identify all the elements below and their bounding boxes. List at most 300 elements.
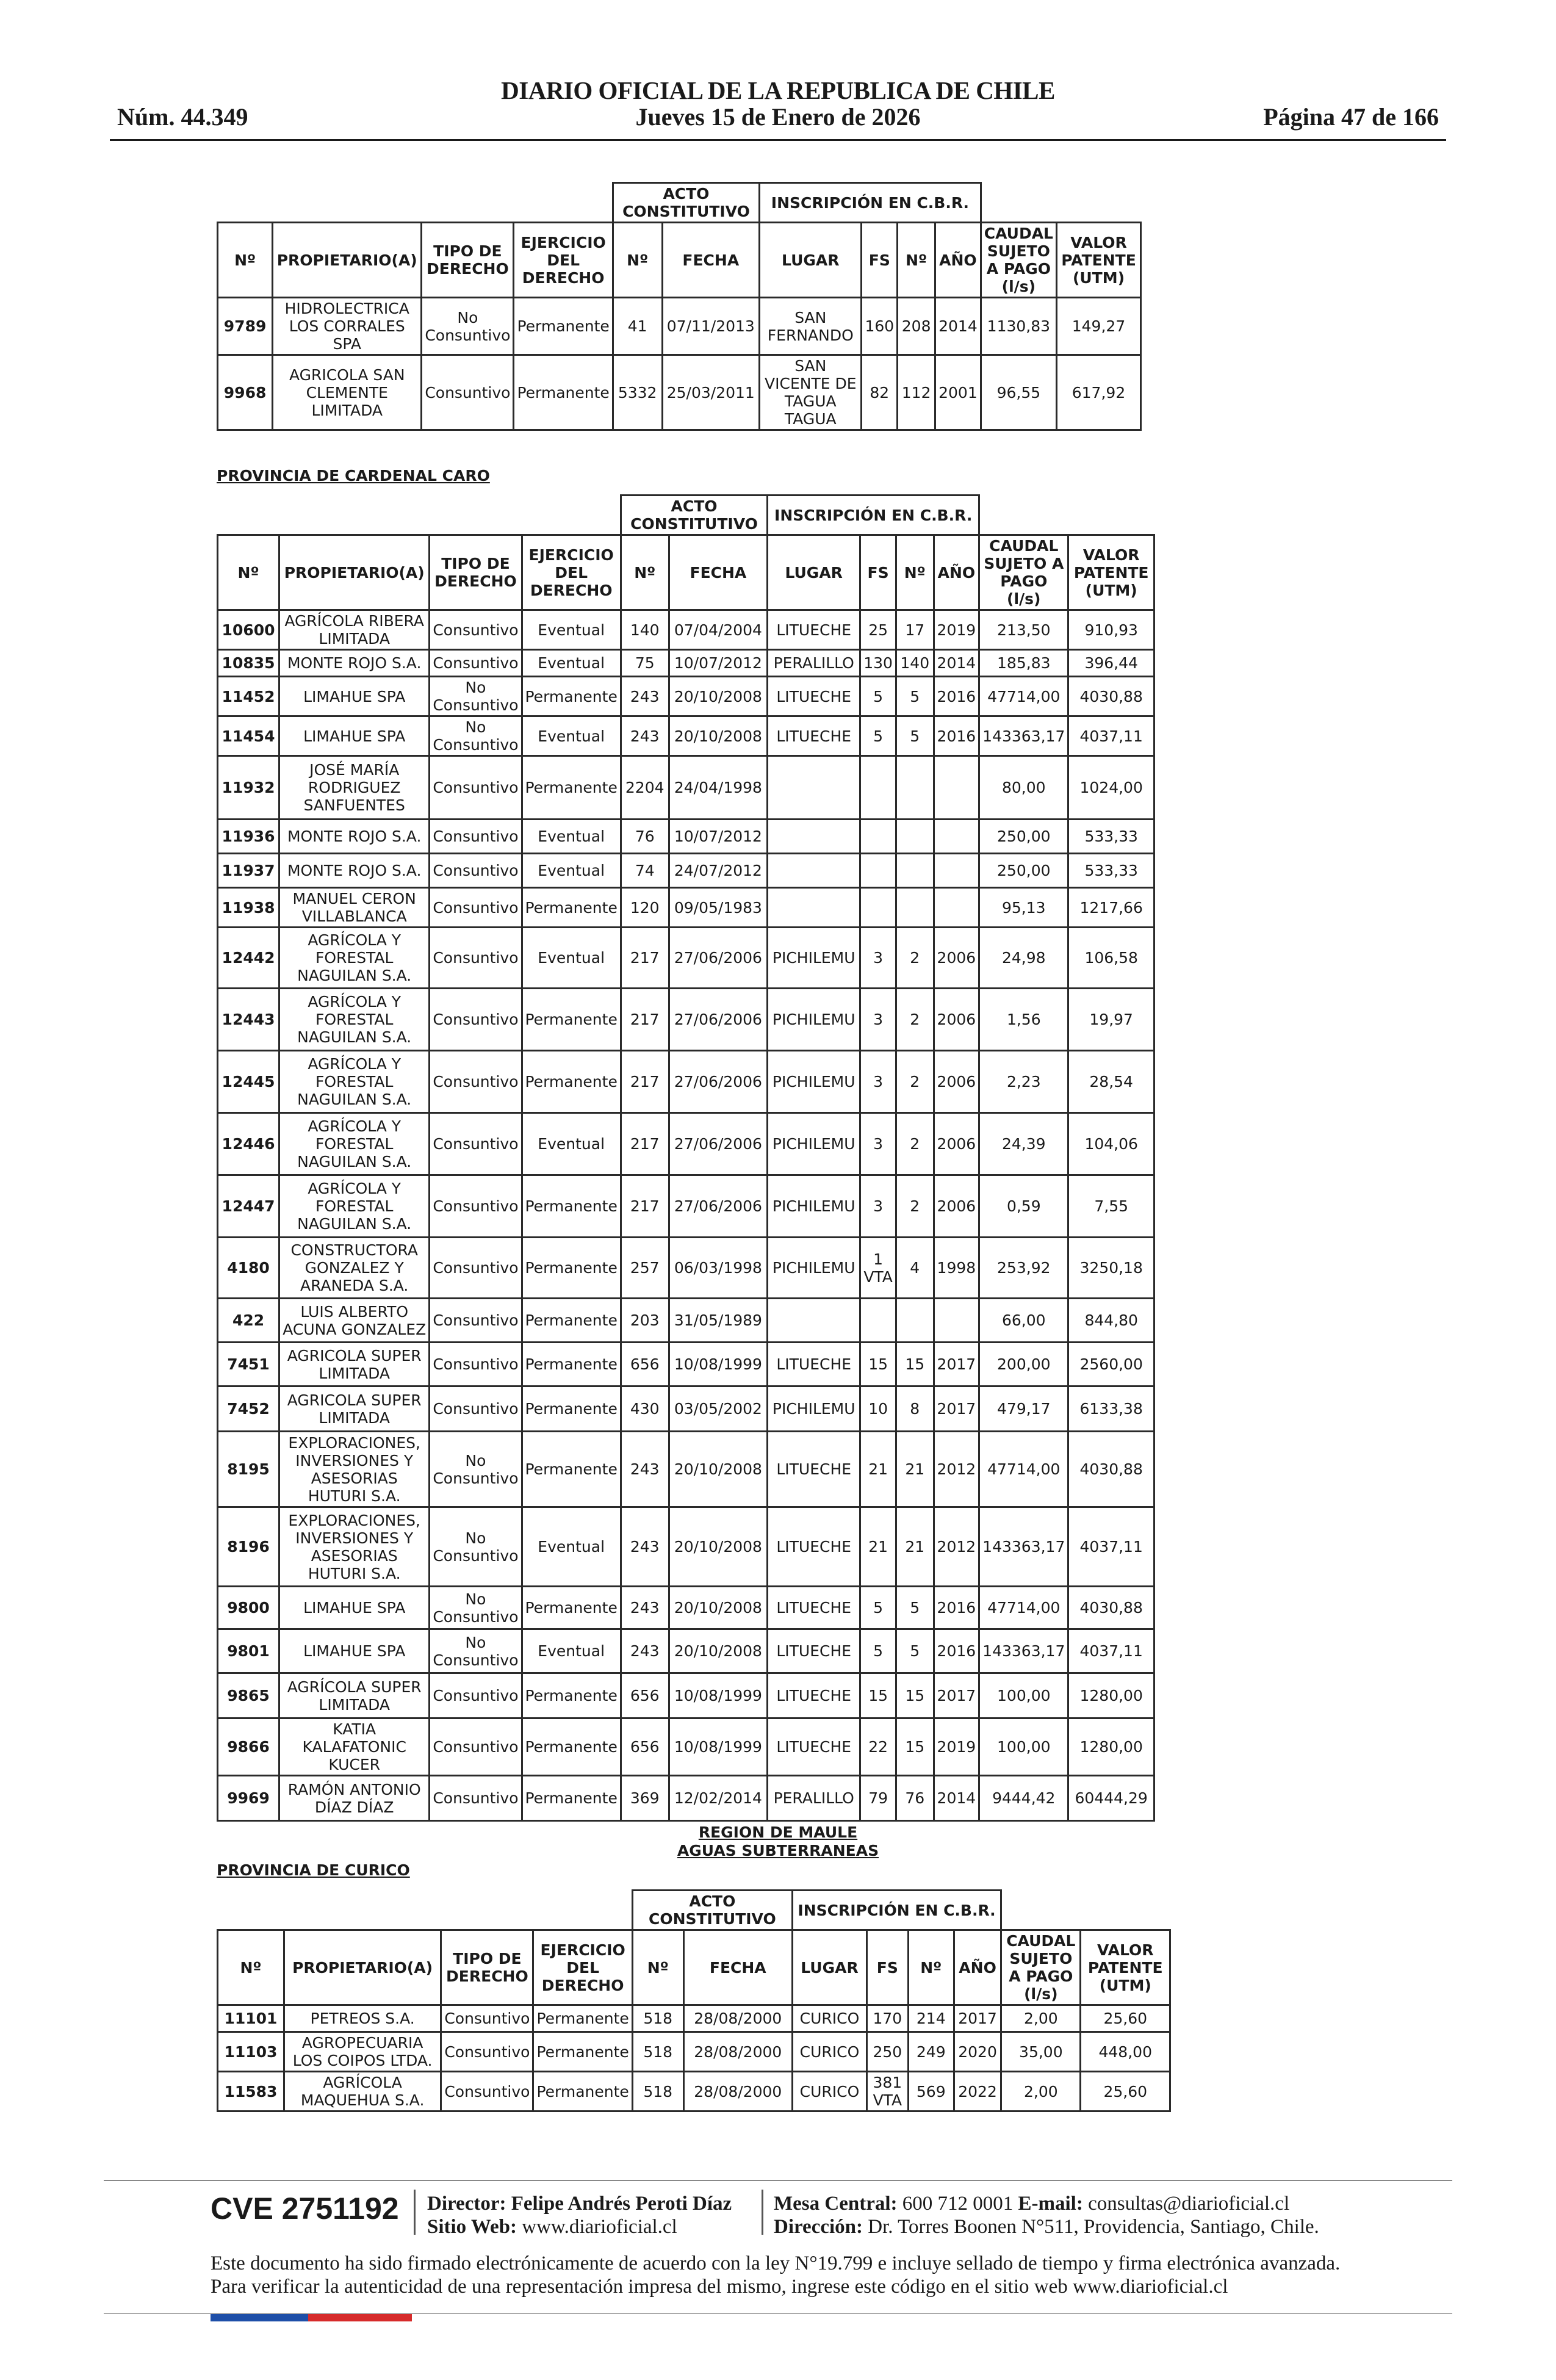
site-label: Sitio Web: — [427, 2216, 517, 2238]
cell-cbr-numero: 140 — [896, 650, 934, 677]
cell-cbr-numero: 5 — [896, 677, 934, 716]
header-inscripcion-cbr: INSCRIPCIÓN EN C.B.R. — [792, 1891, 1001, 1930]
header-ano: AÑO — [934, 535, 979, 610]
cell-cbr-fs: 381 VTA — [867, 2072, 909, 2111]
cell-acto-numero: 656 — [621, 1343, 669, 1387]
cell-valor-patente: 844,80 — [1068, 1299, 1154, 1343]
cell-valor-patente: 4037,11 — [1068, 1629, 1154, 1673]
cell-caudal: 80,00 — [979, 756, 1068, 820]
cell-tipo-derecho: Consuntivo — [422, 355, 514, 430]
footer-contact — [774, 2192, 1319, 2238]
table-row — [218, 1587, 1154, 1629]
cell-propietario: AGRÍCOLA Y FORESTAL NAGUILAN S.A. — [279, 1051, 430, 1113]
cell-caudal: 47714,00 — [979, 1587, 1068, 1629]
cell-cbr-lugar: PICHILEMU — [768, 1051, 860, 1113]
cell-caudal: 143363,17 — [979, 1507, 1068, 1587]
cell-registro-id: 422 — [218, 1299, 279, 1343]
cell-acto-numero: 518 — [632, 2005, 683, 2032]
cell-acto-numero: 75 — [621, 650, 669, 677]
header-ejercicio: EJERCICIO DEL DERECHO — [514, 223, 613, 298]
cell-cbr-numero: 5 — [896, 716, 934, 756]
cell-acto-fecha: 07/04/2004 — [669, 610, 768, 650]
table-row — [218, 928, 1154, 989]
cell-acto-numero: 243 — [621, 677, 669, 716]
region-heading — [0, 1823, 1556, 1860]
cell-cbr-numero: 21 — [896, 1432, 934, 1507]
region-title: REGION DE MAULE — [698, 1823, 858, 1841]
cell-ejercicio-derecho: Permanente — [522, 888, 621, 928]
header-inscripcion-no: Nº — [896, 535, 934, 610]
cell-valor-patente: 2560,00 — [1068, 1343, 1154, 1387]
cell-valor-patente: 4030,88 — [1068, 1587, 1154, 1629]
cell-acto-numero: 2204 — [621, 756, 669, 820]
issue-number: Núm. 44.349 — [117, 103, 248, 131]
header-valor-patente: VALOR PATENTE (UTM) — [1068, 535, 1154, 610]
cell-acto-numero: 656 — [621, 1673, 669, 1718]
header-inscripcion-cbr: INSCRIPCIÓN EN C.B.R. — [760, 183, 981, 223]
flag-blue-stripe — [211, 2314, 308, 2321]
cell-cbr-lugar — [768, 1299, 860, 1343]
cell-cbr-lugar — [768, 820, 860, 854]
cell-acto-fecha: 24/04/1998 — [669, 756, 768, 820]
header-fs: FS — [862, 223, 898, 298]
cell-acto-fecha: 25/03/2011 — [662, 355, 760, 430]
cell-propietario: AGRICOLA SUPER LIMITADA — [279, 1343, 430, 1387]
email-label: E-mail: — [1018, 2193, 1083, 2215]
cell-valor-patente: 533,33 — [1068, 854, 1154, 888]
cell-tipo-derecho: Consuntivo — [441, 2005, 533, 2032]
cell-tipo-derecho: Consuntivo — [430, 1175, 522, 1238]
cell-registro-id: 11938 — [218, 888, 279, 928]
cve-code: CVE 2751192 — [211, 2191, 399, 2226]
cell-cbr-ano: 2006 — [934, 989, 979, 1051]
table-row — [218, 820, 1154, 854]
cell-cbr-lugar: PERALILLO — [768, 1776, 860, 1821]
cell-acto-numero: 243 — [621, 1507, 669, 1587]
cell-cbr-lugar: LITUECHE — [768, 1507, 860, 1587]
cell-acto-numero: 217 — [621, 1113, 669, 1175]
table-row — [218, 1776, 1154, 1821]
table-row — [218, 355, 1141, 430]
cell-cbr-lugar: PERALILLO — [768, 650, 860, 677]
cell-cbr-fs: 15 — [860, 1673, 896, 1718]
cell-cbr-numero: 2 — [896, 928, 934, 989]
table-row — [218, 756, 1154, 820]
cell-acto-fecha: 20/10/2008 — [669, 716, 768, 756]
cell-tipo-derecho: Consuntivo — [441, 2032, 533, 2072]
issue-date: Jueves 15 de Enero de 2026 — [635, 103, 921, 131]
table-row — [218, 1629, 1154, 1673]
cell-cbr-lugar: LITUECHE — [768, 610, 860, 650]
header-caudal: CAUDAL SUJETO A PAGO (l/s) — [979, 535, 1068, 610]
site-url[interactable]: www.diarioficial.cl — [522, 2216, 677, 2238]
cell-acto-numero: 430 — [621, 1387, 669, 1432]
cell-tipo-derecho: No Consuntivo — [430, 677, 522, 716]
cell-cbr-lugar: LITUECHE — [768, 1343, 860, 1387]
cell-propietario: KATIA KALAFATONIC KUCER — [279, 1718, 430, 1776]
cell-registro-id: 10600 — [218, 610, 279, 650]
cell-tipo-derecho: No Consuntivo — [430, 1432, 522, 1507]
header-ano: AÑO — [954, 1930, 1001, 2005]
cell-acto-fecha: 27/06/2006 — [669, 1113, 768, 1175]
cell-ejercicio-derecho: Permanente — [522, 1343, 621, 1387]
cell-valor-patente: 4030,88 — [1068, 677, 1154, 716]
cell-propietario: AGROPECUARIA LOS COIPOS LTDA. — [284, 2032, 441, 2072]
header-tipo-derecho: TIPO DE DERECHO — [430, 535, 522, 610]
cell-acto-numero: 74 — [621, 854, 669, 888]
cell-caudal: 1130,83 — [981, 298, 1056, 355]
cell-acto-fecha: 10/08/1999 — [669, 1673, 768, 1718]
cell-registro-id: 9800 — [218, 1587, 279, 1629]
header-valor-patente: VALOR PATENTE (UTM) — [1057, 223, 1141, 298]
table-row — [218, 650, 1154, 677]
cell-valor-patente: 396,44 — [1068, 650, 1154, 677]
masthead: DIARIO OFICIAL DE LA REPUBLICA DE CHILE — [501, 76, 1055, 104]
cell-tipo-derecho: No Consuntivo — [422, 298, 514, 355]
cell-registro-id: 9801 — [218, 1629, 279, 1673]
cell-caudal: 250,00 — [979, 820, 1068, 854]
cell-tipo-derecho: Consuntivo — [430, 989, 522, 1051]
table-row — [218, 716, 1154, 756]
cell-registro-id: 9968 — [218, 355, 273, 430]
header-acto-no: Nº — [613, 223, 662, 298]
cell-tipo-derecho: Consuntivo — [430, 756, 522, 820]
cell-acto-fecha: 28/08/2000 — [683, 2005, 792, 2032]
header-spacer — [1001, 1891, 1170, 1930]
cell-propietario: LIMAHUE SPA — [279, 677, 430, 716]
cell-valor-patente: 104,06 — [1068, 1113, 1154, 1175]
cell-valor-patente: 533,33 — [1068, 820, 1154, 854]
header-row — [218, 223, 1141, 298]
table-row — [218, 1718, 1154, 1776]
header-fecha: FECHA — [669, 535, 768, 610]
cell-cbr-lugar: CURICO — [792, 2005, 866, 2032]
cell-acto-fecha: 03/05/2002 — [669, 1387, 768, 1432]
cell-registro-id: 10835 — [218, 650, 279, 677]
header-acto-no: Nº — [621, 535, 669, 610]
cell-cbr-numero — [896, 1299, 934, 1343]
cell-registro-id: 11452 — [218, 677, 279, 716]
cell-cbr-lugar — [768, 756, 860, 820]
cell-registro-id: 9789 — [218, 298, 273, 355]
cell-acto-numero: 203 — [621, 1299, 669, 1343]
cell-cbr-numero: 76 — [896, 1776, 934, 1821]
header-acto-no: Nº — [632, 1930, 683, 2005]
cell-cbr-ano: 2006 — [934, 1113, 979, 1175]
cell-acto-numero: 243 — [621, 1432, 669, 1507]
cell-tipo-derecho: Consuntivo — [430, 1387, 522, 1432]
header-lugar: LUGAR — [768, 535, 860, 610]
legal-notice: Este documento ha sido firmado electrónicamente de acuerdo con la ley N°19.799 e incluye sellado de tiempo y firma electrónica avanzada. Para verificar la autenticidad de una representación impresa del mismo, ingrese este código en el sitio web www.diarioficial.cl — [211, 2252, 1341, 2298]
cell-propietario: AGRÍCOLA SUPER LIMITADA — [279, 1673, 430, 1718]
cell-caudal: 143363,17 — [979, 716, 1068, 756]
cell-registro-id: 11936 — [218, 820, 279, 854]
cell-cbr-numero: 17 — [896, 610, 934, 650]
cell-propietario: AGRÍCOLA RIBERA LIMITADA — [279, 610, 430, 650]
header-caudal: CAUDAL SUJETO A PAGO (l/s) — [1001, 1930, 1081, 2005]
cell-tipo-derecho: Consuntivo — [441, 2072, 533, 2111]
cell-cbr-numero: 2 — [896, 1113, 934, 1175]
cell-cbr-ano: 2012 — [934, 1507, 979, 1587]
email-address[interactable]: consultas@diarioficial.cl — [1088, 2193, 1290, 2215]
cell-caudal: 35,00 — [1001, 2032, 1081, 2072]
cell-valor-patente: 28,54 — [1068, 1051, 1154, 1113]
cell-acto-numero: 217 — [621, 1051, 669, 1113]
cell-cbr-fs — [860, 888, 896, 928]
cell-acto-numero: 217 — [621, 989, 669, 1051]
cell-registro-id: 9865 — [218, 1673, 279, 1718]
cell-acto-fecha: 20/10/2008 — [669, 1507, 768, 1587]
cell-propietario: MONTE ROJO S.A. — [279, 820, 430, 854]
cell-caudal: 253,92 — [979, 1238, 1068, 1299]
header-no: Nº — [218, 535, 279, 610]
cell-ejercicio-derecho: Eventual — [522, 650, 621, 677]
cell-acto-numero: 518 — [632, 2032, 683, 2072]
cell-ejercicio-derecho: Eventual — [522, 610, 621, 650]
cell-caudal: 9444,42 — [979, 1776, 1068, 1821]
cell-tipo-derecho: Consuntivo — [430, 888, 522, 928]
footer-director — [427, 2192, 732, 2238]
cell-valor-patente: 4030,88 — [1068, 1432, 1154, 1507]
cell-registro-id: 11583 — [218, 2072, 284, 2111]
cell-tipo-derecho: No Consuntivo — [430, 716, 522, 756]
cell-propietario: AGRICOLA SUPER LIMITADA — [279, 1387, 430, 1432]
cell-propietario: LIMAHUE SPA — [279, 1629, 430, 1673]
cell-cbr-ano: 2016 — [934, 1629, 979, 1673]
cell-caudal: 0,59 — [979, 1175, 1068, 1238]
cell-cbr-numero: 15 — [896, 1673, 934, 1718]
cell-valor-patente: 4037,11 — [1068, 716, 1154, 756]
cell-cbr-lugar: PICHILEMU — [768, 928, 860, 989]
cell-cbr-fs: 5 — [860, 1587, 896, 1629]
cell-cbr-fs — [860, 854, 896, 888]
cell-registro-id: 12442 — [218, 928, 279, 989]
cell-valor-patente: 3250,18 — [1068, 1238, 1154, 1299]
cell-acto-numero: 656 — [621, 1718, 669, 1776]
cell-ejercicio-derecho: Permanente — [522, 1175, 621, 1238]
cell-tipo-derecho: Consuntivo — [430, 1776, 522, 1821]
cell-tipo-derecho: No Consuntivo — [430, 1629, 522, 1673]
cell-cbr-ano: 2017 — [954, 2005, 1001, 2032]
region-subtitle: AGUAS SUBTERRANEAS — [677, 1842, 879, 1859]
cell-acto-fecha: 27/06/2006 — [669, 1175, 768, 1238]
cell-cbr-ano: 2016 — [934, 677, 979, 716]
cell-registro-id: 8196 — [218, 1507, 279, 1587]
cell-cbr-ano: 2014 — [934, 1776, 979, 1821]
cell-propietario: HIDROLECTRICA LOS CORRALES SPA — [273, 298, 422, 355]
cell-registro-id: 12445 — [218, 1051, 279, 1113]
mesa-label: Mesa Central: — [774, 2193, 898, 2215]
cell-acto-fecha: 27/06/2006 — [669, 1051, 768, 1113]
cell-ejercicio-derecho: Permanente — [533, 2005, 632, 2032]
province-title: PROVINCIA DE CARDENAL CARO — [217, 467, 490, 485]
cell-tipo-derecho: Consuntivo — [430, 1343, 522, 1387]
cell-cbr-fs: 5 — [860, 1629, 896, 1673]
cell-caudal: 2,00 — [1001, 2072, 1081, 2111]
data-table — [217, 182, 1142, 431]
cell-cbr-fs: 22 — [860, 1718, 896, 1776]
cell-propietario: LIMAHUE SPA — [279, 716, 430, 756]
cell-caudal: 100,00 — [979, 1673, 1068, 1718]
cell-caudal: 100,00 — [979, 1718, 1068, 1776]
cell-cbr-lugar: LITUECHE — [768, 1432, 860, 1507]
cell-registro-id: 12447 — [218, 1175, 279, 1238]
cell-cbr-numero: 15 — [896, 1718, 934, 1776]
cell-valor-patente: 1024,00 — [1068, 756, 1154, 820]
cell-cbr-lugar: LITUECHE — [768, 1718, 860, 1776]
header-ejercicio: EJERCICIO DEL DERECHO — [533, 1930, 632, 2005]
table-row — [218, 2032, 1170, 2072]
header-inscripcion-no: Nº — [908, 1930, 954, 2005]
cell-tipo-derecho: Consuntivo — [430, 1051, 522, 1113]
cell-cbr-ano: 2019 — [934, 1718, 979, 1776]
table-row — [218, 1343, 1154, 1387]
cell-tipo-derecho: Consuntivo — [430, 1299, 522, 1343]
cell-registro-id: 11937 — [218, 854, 279, 888]
table-row — [218, 677, 1154, 716]
flag-red-stripe — [308, 2314, 412, 2321]
cell-cbr-numero: 112 — [898, 355, 935, 430]
cell-cbr-lugar — [768, 854, 860, 888]
cell-acto-numero: 120 — [621, 888, 669, 928]
mesa-phone: 600 712 0001 — [902, 2193, 1014, 2215]
cell-cbr-numero: 15 — [896, 1343, 934, 1387]
table-row — [218, 1238, 1154, 1299]
header-spacer — [218, 183, 613, 223]
cell-acto-fecha: 10/07/2012 — [669, 820, 768, 854]
cell-cbr-ano: 2001 — [935, 355, 981, 430]
cell-propietario: MONTE ROJO S.A. — [279, 854, 430, 888]
cell-acto-numero: 243 — [621, 1629, 669, 1673]
cell-cbr-ano: 2017 — [934, 1673, 979, 1718]
cell-ejercicio-derecho: Permanente — [533, 2032, 632, 2072]
header-inscripcion-cbr: INSCRIPCIÓN EN C.B.R. — [768, 496, 979, 535]
table-row — [218, 1507, 1154, 1587]
cell-acto-numero: 369 — [621, 1776, 669, 1821]
cell-acto-fecha: 12/02/2014 — [669, 1776, 768, 1821]
header-ano: AÑO — [935, 223, 981, 298]
cell-acto-numero: 217 — [621, 1175, 669, 1238]
cell-ejercicio-derecho: Permanente — [522, 677, 621, 716]
cell-acto-fecha: 09/05/1983 — [669, 888, 768, 928]
cell-cbr-lugar: LITUECHE — [768, 1629, 860, 1673]
cell-cbr-ano: 1998 — [934, 1238, 979, 1299]
table-row — [218, 1673, 1154, 1718]
cell-propietario: JOSÉ MARÍA RODRIGUEZ SANFUENTES — [279, 756, 430, 820]
table-row — [218, 2072, 1170, 2111]
cell-cbr-numero: 5 — [896, 1587, 934, 1629]
table-row — [218, 1113, 1154, 1175]
cell-cbr-fs: 3 — [860, 1113, 896, 1175]
header-lugar: LUGAR — [792, 1930, 866, 2005]
cell-cbr-numero: 208 — [898, 298, 935, 355]
cell-ejercicio-derecho: Eventual — [522, 1113, 621, 1175]
header-fs: FS — [860, 535, 896, 610]
cell-cbr-ano — [934, 888, 979, 928]
cell-caudal: 47714,00 — [979, 677, 1068, 716]
province-title: PROVINCIA DE CURICO — [217, 1861, 410, 1879]
cell-acto-fecha: 06/03/1998 — [669, 1238, 768, 1299]
cell-cbr-ano — [934, 854, 979, 888]
cell-caudal: 200,00 — [979, 1343, 1068, 1387]
cell-ejercicio-derecho: Permanente — [522, 1387, 621, 1432]
cell-cbr-fs: 130 — [860, 650, 896, 677]
cell-cbr-numero — [896, 756, 934, 820]
cell-caudal: 66,00 — [979, 1299, 1068, 1343]
cell-ejercicio-derecho: Eventual — [522, 820, 621, 854]
cell-ejercicio-derecho: Permanente — [522, 1051, 621, 1113]
cell-cbr-numero: 4 — [896, 1238, 934, 1299]
cell-acto-numero: 217 — [621, 928, 669, 989]
cell-tipo-derecho: Consuntivo — [430, 1238, 522, 1299]
cell-cbr-fs: 15 — [860, 1343, 896, 1387]
cell-caudal: 1,56 — [979, 989, 1068, 1051]
cell-cbr-fs — [860, 756, 896, 820]
cell-cbr-fs: 21 — [860, 1432, 896, 1507]
cell-cbr-fs — [860, 1299, 896, 1343]
table-row — [218, 1432, 1154, 1507]
header-no: Nº — [218, 1930, 284, 2005]
cell-cbr-lugar: LITUECHE — [768, 677, 860, 716]
cell-cbr-numero: 2 — [896, 989, 934, 1051]
header-acto-constitutivo: ACTO CONSTITUTIVO — [613, 183, 759, 223]
cell-cbr-fs: 21 — [860, 1507, 896, 1587]
cell-cbr-fs: 10 — [860, 1387, 896, 1432]
cell-cbr-numero: 249 — [908, 2032, 954, 2072]
table-row — [218, 610, 1154, 650]
header-propietario: PROPIETARIO(A) — [273, 223, 422, 298]
cell-valor-patente: 7,55 — [1068, 1175, 1154, 1238]
cell-cbr-numero: 2 — [896, 1175, 934, 1238]
cell-acto-fecha: 10/08/1999 — [669, 1718, 768, 1776]
cell-propietario: EXPLORACIONES, INVERSIONES Y ASESORIAS HUTURI S.A. — [279, 1507, 430, 1587]
cell-registro-id: 11932 — [218, 756, 279, 820]
cell-cbr-ano: 2020 — [954, 2032, 1001, 2072]
cell-propietario: MANUEL CERON VILLABLANCA — [279, 888, 430, 928]
cell-cbr-ano: 2016 — [934, 1587, 979, 1629]
cell-acto-fecha: 10/07/2012 — [669, 650, 768, 677]
cell-ejercicio-derecho: Eventual — [522, 854, 621, 888]
header-row-group — [218, 1891, 1170, 1930]
cell-cbr-fs: 250 — [867, 2032, 909, 2072]
header-valor-patente: VALOR PATENTE (UTM) — [1081, 1930, 1170, 2005]
cell-ejercicio-derecho: Eventual — [522, 1507, 621, 1587]
cell-valor-patente: 617,92 — [1057, 355, 1141, 430]
cell-valor-patente: 448,00 — [1081, 2032, 1170, 2072]
cell-acto-numero: 243 — [621, 716, 669, 756]
cell-propietario: RAMÓN ANTONIO DÍAZ DÍAZ — [279, 1776, 430, 1821]
cell-cbr-ano: 2022 — [954, 2072, 1001, 2111]
cell-cbr-ano — [934, 820, 979, 854]
cell-cbr-lugar: PICHILEMU — [768, 1113, 860, 1175]
cell-registro-id: 12443 — [218, 989, 279, 1051]
cell-caudal: 213,50 — [979, 610, 1068, 650]
cell-valor-patente: 106,58 — [1068, 928, 1154, 989]
table-row — [218, 2005, 1170, 2032]
cell-cbr-lugar — [768, 888, 860, 928]
cell-valor-patente: 25,60 — [1081, 2005, 1170, 2032]
flag-bar — [211, 2314, 412, 2321]
header-row — [218, 1930, 1170, 2005]
cell-caudal: 479,17 — [979, 1387, 1068, 1432]
page-header — [110, 72, 1446, 145]
cell-tipo-derecho: Consuntivo — [430, 928, 522, 989]
table-row — [218, 854, 1154, 888]
cell-cbr-fs: 1 VTA — [860, 1238, 896, 1299]
cell-tipo-derecho: No Consuntivo — [430, 1507, 522, 1587]
cell-cbr-ano: 2014 — [935, 298, 981, 355]
header-acto-constitutivo: ACTO CONSTITUTIVO — [621, 496, 767, 535]
